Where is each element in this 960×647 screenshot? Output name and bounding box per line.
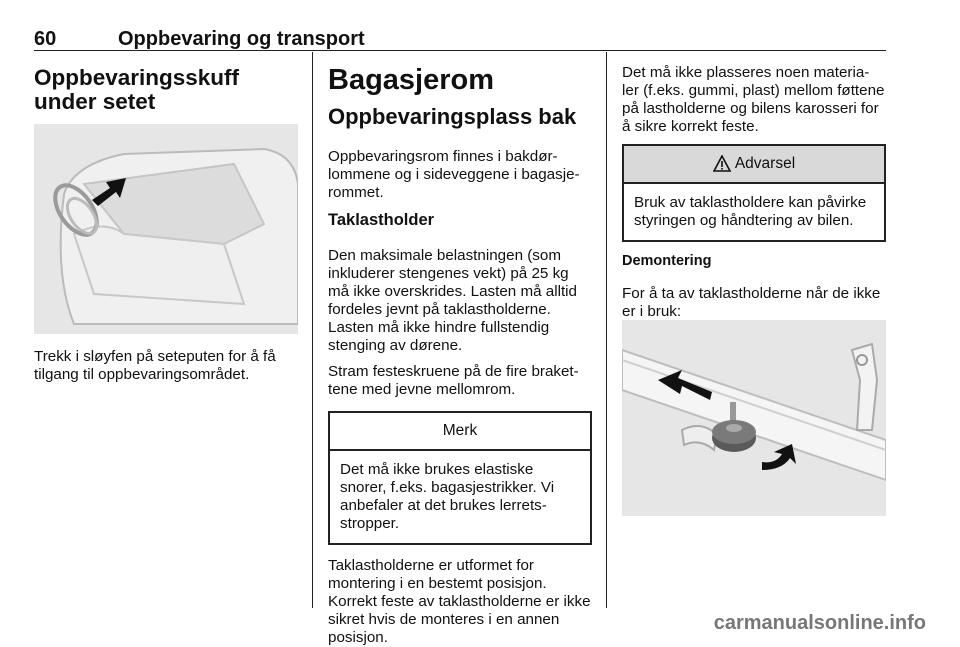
paragraph-tighten: Stram festeskruene på de fire braket-tene med jevne mellomrom.: [328, 362, 579, 398]
warning-header: [624, 146, 884, 184]
paragraph-storage: Oppbevaringsrom finnes i bakdør-lommene og i sideveggene i bagasje-rommet.: [328, 148, 580, 202]
note-box: [328, 411, 592, 545]
heading-roof-rack: Taklastholder: [328, 211, 435, 230]
roof-rack-removal-illustration: [622, 320, 886, 516]
warning-title: Advarsel: [734, 155, 796, 172]
note-body: Det må ikke brukes elastiske snorer, f.eks. bagasjestrikker. Vi anbefaler at det brukes lerrets-stropper.: [340, 460, 555, 532]
page-header: [34, 26, 886, 52]
main-heading: Bagasjerom: [328, 64, 495, 96]
column-2: [328, 56, 592, 647]
heading-removal: Demontering: [622, 253, 712, 269]
page-number: 60: [34, 28, 57, 50]
seat-drawer-illustration: [34, 124, 298, 334]
paragraph-position: Taklastholderne er utformet for montering i en bestemt posisjon. Korrekt feste av taklastholderne er ikke sikret hvis de monteres i en annen posisjon.: [328, 556, 591, 646]
sub-heading: Oppbevaringsplass bak: [328, 104, 577, 129]
warning-icon: [713, 155, 731, 173]
paragraph-max-load: Den maksimale belastningen (som inkluderer stengenes vekt) på 25 kg må ikke overskrides. Lasten må alltid fordeles jevnt på taklastholderne. Lasten må ikke hindre fullstendig stenging av dørene.: [328, 246, 578, 354]
column-3: [622, 64, 886, 321]
header-divider: [34, 50, 886, 51]
warning-body: Bruk av taklastholdere kan påvirke styringen og håndtering av bilen.: [634, 194, 867, 229]
paragraph-removal: For å ta av taklastholderne når de ikke er i bruk:: [622, 284, 881, 320]
paragraph-materials: Det må ikke plasseres noen materia-ler (f.eks. gummi, plast) mellom føttene på lastholderne og bilens karosseri for å sikre korrekt feste.: [622, 64, 885, 135]
warning-box: [622, 144, 886, 242]
section-heading: Oppbevaringsskuff under setet: [34, 65, 240, 114]
caption-text: Trekk i sløyfen på seteputen for å få tilgang til oppbevaringsområdet.: [34, 348, 276, 383]
column-divider-2: [606, 52, 607, 608]
chapter-title: Oppbevaring og transport: [118, 28, 365, 50]
column-1: [34, 56, 300, 114]
note-title: Merk: [330, 413, 590, 451]
column-divider-1: [312, 52, 313, 608]
watermark: carmanualsonline.info: [713, 612, 926, 634]
column-1-caption-wrap: [34, 348, 300, 384]
